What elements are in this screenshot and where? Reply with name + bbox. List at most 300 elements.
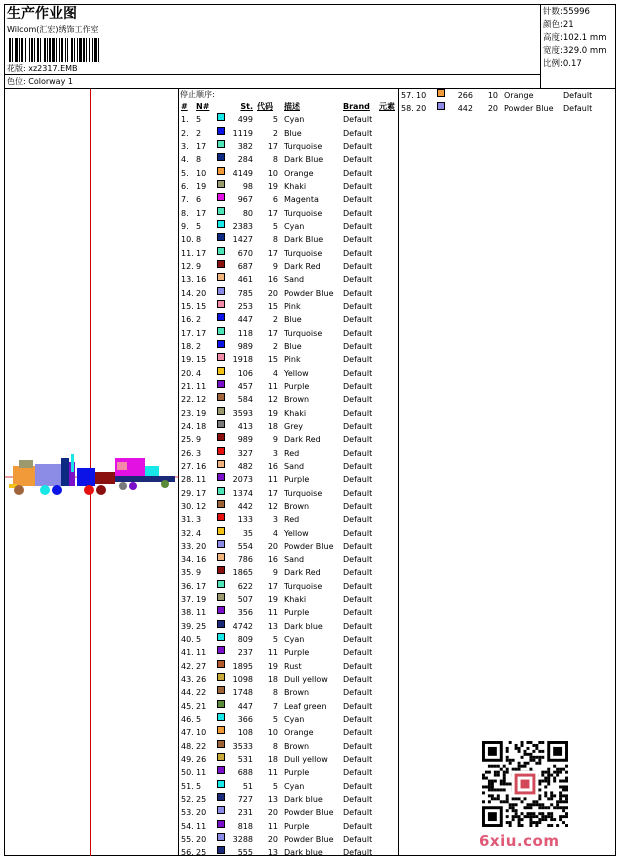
color-swatch [217, 153, 225, 161]
color-description: Turquoise [284, 328, 323, 338]
needle-number: 15 [196, 301, 207, 311]
stitch-count: 809 [237, 635, 253, 645]
thread-brand: Default [343, 541, 373, 551]
color-description: Dark Red [284, 568, 321, 578]
color-code: 3 [272, 515, 278, 525]
color-code: 11 [267, 768, 278, 778]
color-swatch [217, 407, 225, 415]
needle-number: 19 [196, 181, 207, 191]
color-description: Powder Blue [284, 808, 334, 818]
stop-number: 39. [181, 621, 194, 631]
colorway-label: 色位: [7, 77, 26, 86]
header-code: 代码 [257, 102, 273, 111]
needle-number: 21 [196, 701, 207, 711]
table-row [179, 140, 398, 153]
color-swatch [217, 180, 225, 188]
color-description: Brown [284, 395, 310, 405]
stop-number: 32. [181, 528, 194, 538]
stop-number: 7. [181, 195, 189, 205]
stop-number: 12. [181, 261, 194, 271]
needle-number: 17 [196, 248, 207, 258]
stitch-count: 555 [237, 848, 253, 858]
color-code: 9 [272, 435, 278, 445]
color-description: Magenta [284, 195, 319, 205]
color-code: 5 [272, 221, 278, 231]
color-description: Blue [284, 128, 302, 138]
stitch-count: 327 [237, 448, 253, 458]
needle-number: 16 [196, 275, 207, 285]
page-title: 生产作业图 [7, 6, 77, 22]
color-swatch [217, 367, 225, 375]
color-description: Dull yellow [284, 755, 328, 765]
needle-number: 9 [196, 435, 202, 445]
color-swatch [217, 846, 225, 854]
header-num: # [181, 102, 188, 111]
color-description: Purple [284, 608, 310, 618]
color-description: Dark blue [284, 795, 323, 805]
table-row [179, 313, 398, 326]
color-swatch [217, 487, 225, 495]
table-row [179, 180, 398, 193]
thread-brand: Default [343, 568, 373, 578]
needle-number: 9 [196, 261, 202, 271]
stop-number: 43. [181, 675, 194, 685]
needle-number: 11 [196, 608, 207, 618]
stitch-count: 3593 [232, 408, 253, 418]
stop-number: 16. [181, 315, 194, 325]
color-code: 9 [272, 261, 278, 271]
color-description: Brown [284, 501, 310, 511]
stitch-count: 727 [237, 795, 253, 805]
color-code: 19 [267, 181, 278, 191]
color-swatch [217, 726, 225, 734]
color-swatch [217, 833, 225, 841]
color-swatch [217, 686, 225, 694]
color-code: 13 [267, 848, 278, 858]
stitch-count: 106 [237, 368, 253, 378]
color-swatch [217, 220, 225, 228]
color-swatch [217, 700, 225, 708]
thread-brand: Default [343, 688, 373, 698]
stitch-count: 80 [242, 208, 253, 218]
needle-number: 12 [196, 501, 207, 511]
table-row [399, 102, 615, 115]
stat-color-count: 颜色:21 [543, 20, 574, 30]
color-description: Purple [284, 821, 310, 831]
thread-brand: Default [343, 501, 373, 511]
table-row [179, 753, 398, 766]
stitch-count: 2073 [232, 475, 253, 485]
color-code: 20 [267, 835, 278, 845]
table-row [179, 327, 398, 340]
stop-number: 53. [181, 808, 194, 818]
table-row [179, 820, 398, 833]
color-swatch [217, 660, 225, 668]
color-swatch [217, 247, 225, 255]
stop-number: 31. [181, 515, 194, 525]
color-code: 5 [272, 715, 278, 725]
color-swatch [217, 593, 225, 601]
color-swatch [217, 540, 225, 548]
needle-number: 6 [196, 195, 202, 205]
table-row [179, 833, 398, 846]
needle-number: 10 [416, 91, 427, 100]
color-swatch [437, 102, 445, 110]
table-row [179, 287, 398, 300]
needle-number: 15 [196, 355, 207, 365]
color-description: Cyan [284, 715, 305, 725]
thread-brand: Default [343, 555, 373, 565]
stop-number: 14. [181, 288, 194, 298]
needle-number: 19 [196, 408, 207, 418]
stop-number: 47. [181, 728, 194, 738]
needle-number: 2 [196, 315, 202, 325]
stitch-count: 584 [237, 395, 253, 405]
stitch-count: 1748 [232, 688, 253, 698]
color-swatch [217, 207, 225, 215]
truck-embroidery-icon [5, 444, 179, 504]
table-row [179, 207, 398, 220]
stop-number: 1. [181, 115, 189, 125]
color-swatch [217, 313, 225, 321]
thread-brand: Default [563, 91, 593, 100]
color-code: 3 [272, 448, 278, 458]
color-swatch [217, 633, 225, 641]
header-divider [5, 74, 540, 75]
needle-number: 4 [196, 528, 202, 538]
needle-number: 17 [196, 488, 207, 498]
stitch-count: 3533 [232, 741, 253, 751]
color-description: Red [284, 448, 300, 458]
color-description: Turquoise [284, 581, 323, 591]
pattern-label: 花版: [7, 64, 26, 73]
color-description: Brown [284, 741, 310, 751]
color-code: 4 [272, 528, 278, 538]
needle-number: 5 [196, 115, 202, 125]
thread-brand: Default [343, 448, 373, 458]
company-name: Wilcom(汇宏)绣饰工作室 [7, 25, 99, 34]
stop-number: 26. [181, 448, 194, 458]
stop-number: 13. [181, 275, 194, 285]
table-row [179, 153, 398, 166]
stitch-count: 98 [242, 181, 253, 191]
stop-number: 46. [181, 715, 194, 725]
stop-number: 28. [181, 475, 194, 485]
color-swatch [217, 113, 225, 121]
stop-number: 34. [181, 555, 194, 565]
needle-number: 25 [196, 795, 207, 805]
color-code: 16 [267, 461, 278, 471]
stop-number: 3. [181, 141, 189, 151]
color-swatch [217, 140, 225, 148]
color-swatch [217, 646, 225, 654]
header-stitches: St. [240, 102, 253, 111]
thread-brand: Default [343, 528, 373, 538]
color-code: 16 [267, 275, 278, 285]
color-code: 18 [267, 421, 278, 431]
stop-number: 9. [181, 221, 189, 231]
stop-number: 45. [181, 701, 194, 711]
needle-number: 4 [196, 368, 202, 378]
color-description: Dark Red [284, 261, 321, 271]
table-row [179, 167, 398, 180]
needle-number: 10 [196, 728, 207, 738]
table-row [179, 113, 398, 126]
color-code: 8 [272, 155, 278, 165]
color-description: Sand [284, 461, 305, 471]
color-code: 19 [267, 661, 278, 671]
table-row [179, 353, 398, 366]
table-row [179, 793, 398, 806]
color-swatch [217, 260, 225, 268]
color-swatch [217, 340, 225, 348]
thread-brand: Default [343, 701, 373, 711]
needle-number: 5 [196, 715, 202, 725]
thread-brand: Default [343, 141, 373, 151]
table-row [179, 500, 398, 513]
stop-number: 54. [181, 821, 194, 831]
table-row [179, 700, 398, 713]
thread-brand: Default [343, 235, 373, 245]
stitch-count: 447 [237, 701, 253, 711]
header-element: 元素 [379, 102, 395, 111]
stop-number: 51. [181, 781, 194, 791]
table-row [179, 367, 398, 380]
color-description: Pink [284, 355, 301, 365]
needle-number: 26 [196, 675, 207, 685]
needle-number: 11 [196, 381, 207, 391]
color-swatch [217, 287, 225, 295]
color-description: Pink [284, 301, 301, 311]
color-code: 20 [267, 808, 278, 818]
color-code: 10 [267, 168, 278, 178]
thread-brand: Default [343, 128, 373, 138]
color-code: 5 [272, 781, 278, 791]
header-desc: 描述 [284, 102, 300, 111]
stitch-count: 989 [237, 435, 253, 445]
worksheet-frame [4, 4, 616, 856]
color-description: Dark blue [284, 848, 323, 858]
stitch-count: 688 [237, 768, 253, 778]
needle-number: 20 [196, 541, 207, 551]
needle-number: 25 [196, 848, 207, 858]
stop-number: 40. [181, 635, 194, 645]
thread-brand: Default [343, 581, 373, 591]
stitch-count: 499 [237, 115, 253, 125]
stop-number: 25. [181, 435, 194, 445]
color-swatch [217, 500, 225, 508]
thread-brand: Default [343, 208, 373, 218]
needle-number: 16 [196, 555, 207, 565]
thread-brand: Default [343, 395, 373, 405]
color-swatch [217, 780, 225, 788]
thread-brand: Default [343, 408, 373, 418]
colorway [7, 76, 73, 87]
color-swatch [217, 566, 225, 574]
color-swatch [217, 606, 225, 614]
stop-number: 56. [181, 848, 194, 858]
color-swatch [217, 300, 225, 308]
color-code: 20 [267, 288, 278, 298]
color-code: 10 [267, 728, 278, 738]
color-swatch [217, 820, 225, 828]
needle-number: 8 [196, 155, 202, 165]
table-row [179, 673, 398, 686]
table-row [179, 846, 398, 859]
color-swatch [217, 620, 225, 628]
stitch-count: 1865 [232, 568, 253, 578]
stop-number: 48. [181, 741, 194, 751]
color-swatch [437, 89, 445, 97]
stop-number: 33. [181, 541, 194, 551]
stat-stitch-count: 针数:55996 [543, 7, 590, 17]
color-swatch [217, 553, 225, 561]
color-swatch [217, 513, 225, 521]
stitch-count: 2383 [232, 221, 253, 231]
stop-number: 5. [181, 168, 189, 178]
color-code: 13 [267, 795, 278, 805]
color-code: 12 [267, 395, 278, 405]
needle-number: 17 [196, 581, 207, 591]
color-description: Leaf green [284, 701, 327, 711]
color-code: 20 [487, 104, 498, 114]
table-row [179, 740, 398, 753]
color-swatch [217, 380, 225, 388]
stitch-count: 482 [237, 461, 253, 471]
color-code: 6 [272, 195, 278, 205]
thread-brand: Default [343, 475, 373, 485]
stat-width: 宽度:329.0 mm [543, 46, 607, 56]
stitch-count: 284 [237, 155, 253, 165]
color-description: Red [284, 515, 300, 525]
needle-number: 17 [196, 328, 207, 338]
color-swatch [217, 167, 225, 175]
table-row [399, 89, 615, 102]
stitch-count: 461 [237, 275, 253, 285]
table-row [179, 553, 398, 566]
color-description: Sand [284, 555, 305, 565]
table-row [179, 660, 398, 673]
color-description: Orange [284, 168, 314, 178]
table-row [179, 127, 398, 140]
color-description: Purple [284, 475, 310, 485]
thread-brand: Default [343, 648, 373, 658]
thread-brand: Default [343, 728, 373, 738]
color-code: 2 [272, 341, 278, 351]
thread-brand: Default [343, 288, 373, 298]
qr-code-icon [481, 741, 569, 827]
stop-number: 58. [401, 104, 414, 114]
watermark-site: 6xiu.com [479, 832, 560, 850]
color-description: Powder Blue [284, 541, 334, 551]
color-description: Grey [284, 421, 303, 431]
thread-brand: Default [343, 301, 373, 311]
color-description: Turquoise [284, 248, 323, 258]
table-row [179, 447, 398, 460]
needle-number: 20 [416, 104, 427, 114]
table-row [179, 580, 398, 593]
stitch-count: 4742 [232, 621, 253, 631]
color-swatch [217, 793, 225, 801]
thread-brand: Default [343, 675, 373, 685]
stop-number: 41. [181, 648, 194, 658]
stop-number: 55. [181, 835, 194, 845]
thread-brand: Default [343, 248, 373, 258]
thread-brand: Default [343, 341, 373, 351]
stop-number: 10. [181, 235, 194, 245]
stop-number: 24. [181, 421, 194, 431]
needle-number: 18 [196, 421, 207, 431]
color-code: 19 [267, 595, 278, 605]
stitch-count: 447 [237, 315, 253, 325]
needle-number: 5 [196, 781, 202, 791]
stitch-count: 531 [237, 755, 253, 765]
color-swatch [217, 327, 225, 335]
stitch-count: 1374 [232, 488, 253, 498]
color-description: Powder Blue [504, 104, 554, 114]
table-row [179, 686, 398, 699]
thread-brand: Default [343, 421, 373, 431]
color-swatch [217, 753, 225, 761]
table-row [179, 593, 398, 606]
table-row [179, 433, 398, 446]
color-description: Cyan [284, 115, 305, 125]
color-swatch [217, 193, 225, 201]
color-code: 17 [267, 328, 278, 338]
color-code: 11 [267, 608, 278, 618]
color-code: 18 [267, 755, 278, 765]
color-code: 19 [267, 408, 278, 418]
thread-brand: Default [343, 515, 373, 525]
thread-brand: Default [343, 848, 373, 858]
table-row [179, 420, 398, 433]
table-row [179, 806, 398, 819]
stitch-count: 989 [237, 341, 253, 351]
color-code: 17 [267, 488, 278, 498]
stitch-count: 4149 [232, 168, 253, 178]
color-description: Orange [504, 91, 534, 100]
table-row [179, 220, 398, 233]
color-code: 18 [267, 675, 278, 685]
needle-number: 20 [196, 288, 207, 298]
color-code: 13 [267, 621, 278, 631]
needle-number: 5 [196, 635, 202, 645]
color-swatch [217, 273, 225, 281]
color-code: 9 [272, 568, 278, 578]
stop-number: 27. [181, 461, 194, 471]
stop-number: 15. [181, 301, 194, 311]
color-swatch [217, 806, 225, 814]
stitch-count: 554 [237, 541, 253, 551]
color-description: Dark Blue [284, 235, 324, 245]
color-description: Dark Blue [284, 155, 324, 165]
header-needle: N# [196, 102, 210, 111]
table-row [179, 473, 398, 486]
stop-number: 22. [181, 395, 194, 405]
table-row [179, 260, 398, 273]
table-row [179, 620, 398, 633]
color-description: Dark blue [284, 621, 323, 631]
needle-number: 5 [196, 221, 202, 231]
table-row [179, 527, 398, 540]
table-header [179, 100, 398, 113]
stitch-count: 266 [457, 91, 473, 100]
color-code: 4 [272, 368, 278, 378]
color-code: 12 [267, 501, 278, 511]
stop-number: 6. [181, 181, 189, 191]
table-row [179, 540, 398, 553]
stitch-count: 51 [242, 781, 253, 791]
